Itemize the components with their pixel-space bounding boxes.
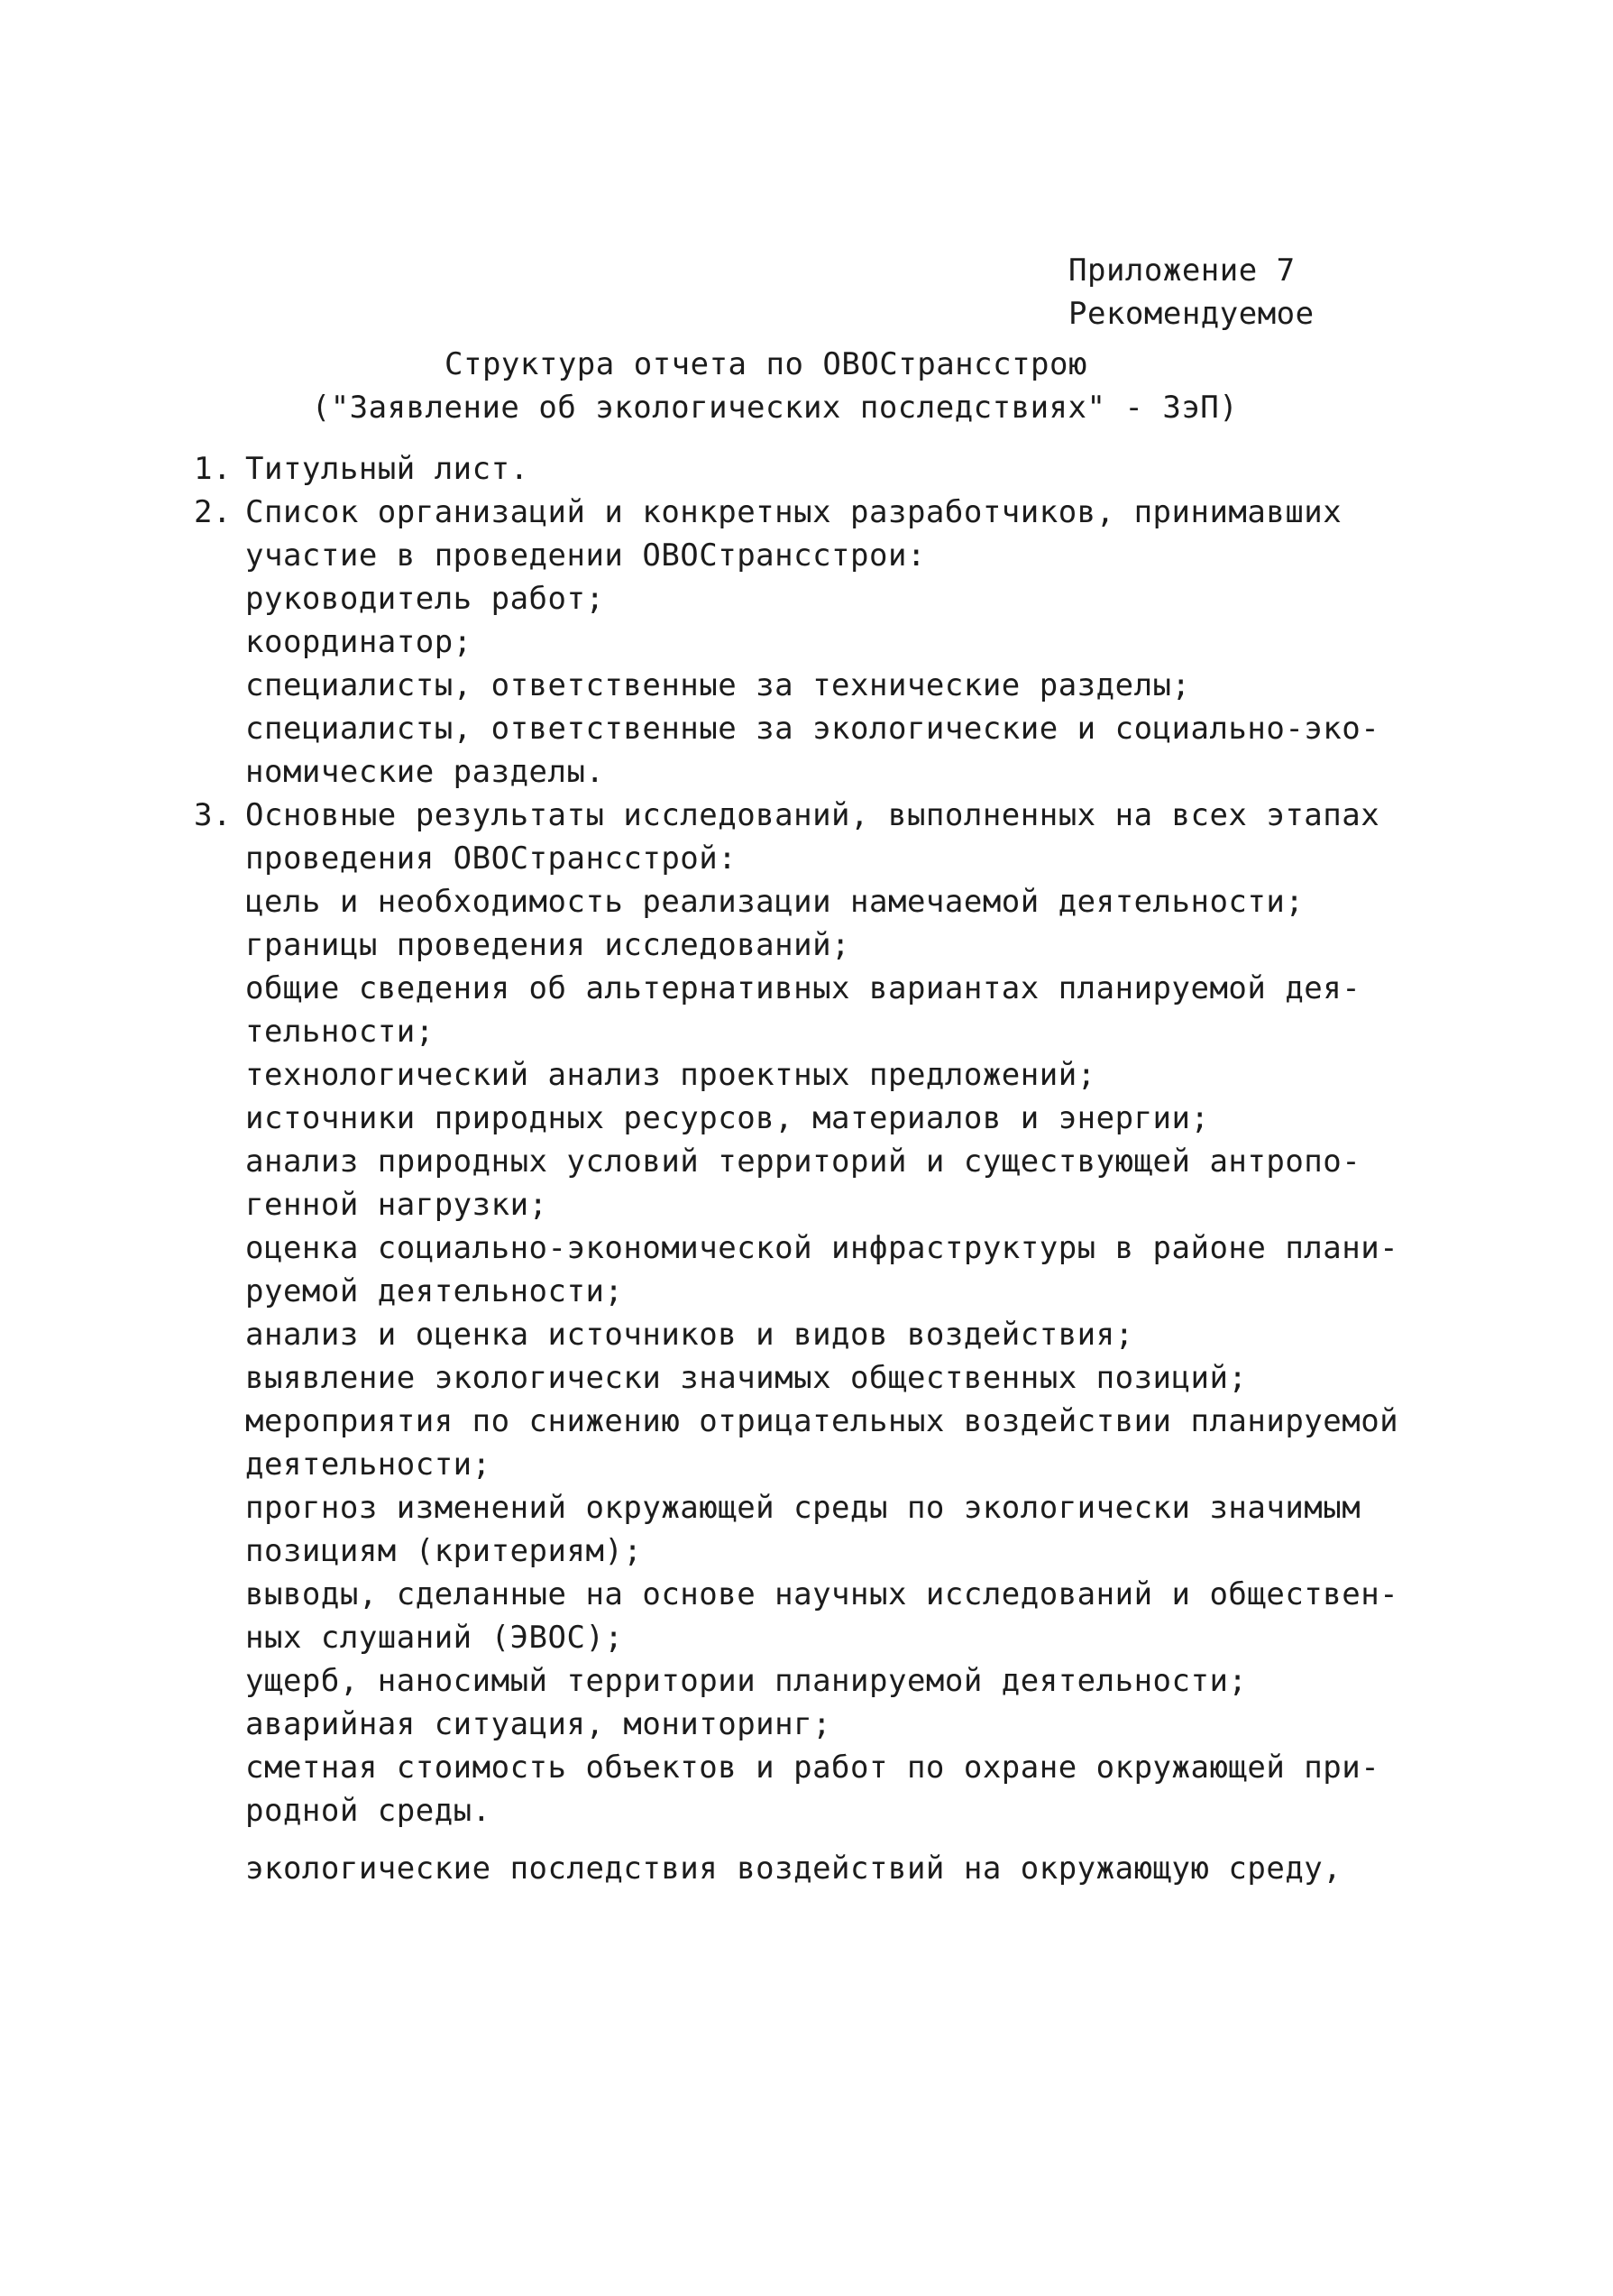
list-subitem: выводы, сделанные на основе научных исследований и обществен- xyxy=(245,1576,1399,1612)
document-title: Структура отчета по ОВОСтрансстрою xyxy=(444,346,1087,382)
list-subitem: генной нагрузки; xyxy=(245,1187,548,1223)
item-number: 1. xyxy=(194,451,232,487)
list-subitem: экологические последствия воздействий на окружающую среду, xyxy=(245,1851,1343,1887)
annex-status: Рекомендуемое xyxy=(1068,296,1315,332)
list-subitem: анализ природных условий территорий и существующей антропо- xyxy=(245,1143,1361,1180)
list-subitem: родной среды. xyxy=(245,1793,491,1829)
list-subitem: специалисты, ответственные за технические разделы; xyxy=(245,667,1191,703)
list-subitem: оценка социально-экономической инфраструктуры в районе плани- xyxy=(245,1230,1399,1266)
list-subitem: руемой деятельности; xyxy=(245,1273,624,1309)
annex-block xyxy=(1068,249,1315,335)
list-subitem: аварийная ситуация, мониторинг; xyxy=(245,1706,832,1742)
list-subitem: координатор; xyxy=(245,624,472,660)
list-subitem: тельности; xyxy=(245,1014,435,1050)
item-text: Титульный лист. xyxy=(245,451,529,487)
list-subitem: прогноз изменений окружающей среды по экологически значимым xyxy=(245,1490,1361,1526)
list-subitem: специалисты, ответственные за экологические и социально-эко- xyxy=(245,711,1380,747)
list-subitem: мероприятия по снижению отрицательных воздействии планируемой xyxy=(245,1403,1399,1439)
list-subitem: сметная стоимость объектов и работ по охране окружающей при- xyxy=(245,1750,1380,1786)
annex-number: Приложение 7 xyxy=(1068,253,1296,289)
list-subitem: цель и необходимость реализации намечаемой деятельности; xyxy=(245,884,1305,920)
list-subitem: источники природных ресурсов, материалов и энергии; xyxy=(245,1100,1210,1136)
item-text: участие в проведении ОВОСтрансстрои: xyxy=(245,537,926,574)
item-number: 3. xyxy=(194,797,232,833)
item-number: 2. xyxy=(194,494,232,530)
list-subitem: позициям (критериям); xyxy=(245,1533,643,1569)
list-subitem: границы проведения исследований; xyxy=(245,927,851,963)
list-subitem: анализ и оценка источников и видов воздействия; xyxy=(245,1317,1134,1353)
list-subitem: руководитель работ; xyxy=(245,581,605,617)
list-subitem: общие сведения об альтернативных вариантах планируемой дея- xyxy=(245,970,1361,1006)
document-subtitle: ("Заявление об экологических последствиях" - ЗэП) xyxy=(311,390,1239,426)
list-subitem: деятельности; xyxy=(245,1446,491,1483)
list-subitem: ущерб, наносимый территории планируемой деятельности; xyxy=(245,1663,1248,1699)
item-text: Список организаций и конкретных разработчиков, принимавших xyxy=(245,494,1343,530)
list-subitem: ных слушаний (ЭВОС); xyxy=(245,1620,624,1656)
item-text: Основные результаты исследований, выполненных на всех этапах xyxy=(245,797,1380,833)
list-subitem: технологический анализ проектных предложений; xyxy=(245,1057,1096,1093)
item-text: проведения ОВОСтрансстрой: xyxy=(245,840,738,877)
list-subitem: номические разделы. xyxy=(245,754,605,790)
list-subitem: выявление экологически значимых общественных позиций; xyxy=(245,1360,1248,1396)
